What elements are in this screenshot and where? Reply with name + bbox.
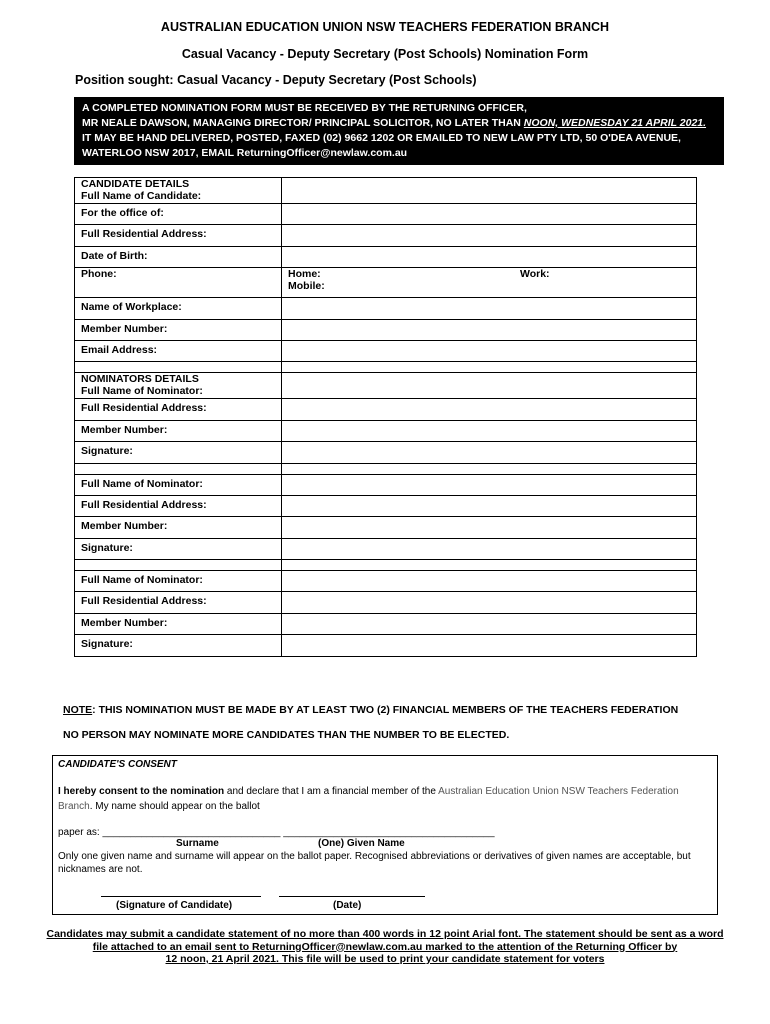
candidate-name-field[interactable] [282, 178, 697, 204]
notice-line-2: MR NEALE DAWSON, MANAGING DIRECTOR/ PRINCIPAL SOLICITOR, NO LATER THAN NOON, WEDNESDAY 21 APRIL 2021. [82, 117, 707, 129]
nominator-1-signature-field[interactable] [282, 442, 697, 463]
nominator-3-name-field[interactable] [282, 571, 697, 592]
nominator-2-signature-field[interactable] [282, 538, 697, 559]
nominator-2-member-field[interactable] [282, 517, 697, 538]
nominators-section-heading: NOMINATORS DETAILS [81, 373, 199, 386]
work-phone-label: Work: [520, 268, 550, 281]
candidate-statement-note: Candidates may submit a candidate statement of no more than 400 words in 12 point Arial font. The statement should be sent as a word file attached to an email sent to ReturningOfficer@newlaw.com.au marked to the attention of the Returning Officer by 12 noon, 21 April 2021. This file will be used to print your candidate statement for voters [46, 928, 724, 965]
nominator-3-member-label: Member Number: [75, 613, 282, 634]
home-phone-label: Home: [288, 268, 321, 281]
nominator-1-name-field[interactable] [282, 373, 697, 399]
given-name-label: (One) Given Name [318, 838, 405, 849]
office-field[interactable] [282, 204, 697, 225]
candidate-signature-label: (Signature of Candidate) [116, 900, 233, 911]
consent-statement: I hereby consent to the nomination and declare that I am a financial member of the Australian Education Union NSW Teachers Federation Branch. My name should appear on the ballot [58, 786, 679, 812]
ballot-name-lines[interactable]: paper as: ________________________________ ______________________________________ [58, 827, 495, 838]
nominator-3-address-field[interactable] [282, 592, 697, 613]
consent-title: CANDIDATE'S CONSENT [58, 759, 177, 770]
notice-deadline: NOON, WEDNESDAY 21 APRIL 2021. [523, 117, 707, 129]
candidate-consent-box [52, 755, 718, 915]
nominator-3-name-label: Full Name of Nominator: [75, 571, 282, 592]
date-line[interactable] [279, 896, 425, 897]
position-label: Position sought: [75, 73, 174, 87]
candidate-name-label: CANDIDATE DETAILS Full Name of Candidate: [75, 178, 282, 204]
ballot-name-instruction: Only one given name and surname will appear on the ballot paper. Recognised abbreviations or derivatives of given names are acceptable, but nicknames are not. [58, 851, 691, 875]
consent-organisation: Australian Education Union NSW Teachers Federation Branch [58, 786, 679, 812]
nominator-1-signature-label: Signature: [75, 442, 282, 463]
position-sought [75, 73, 477, 87]
email-label: Email Address: [75, 340, 282, 361]
notice-line-3: IT MAY BE HAND DELIVERED, POSTED, FAXED (02) 9662 1202 OR EMAILED TO NEW LAW PTY LTD, 50 O'DEA AVENUE, [82, 132, 681, 144]
candidate-member-number-field[interactable] [282, 319, 697, 340]
phone-label: Phone: [75, 268, 282, 298]
email-field[interactable] [282, 340, 697, 361]
nominator-1-address-label: Full Residential Address: [75, 399, 282, 420]
deadline-notice [74, 97, 724, 165]
dob-field[interactable] [282, 246, 697, 267]
nominator-1-name-label: NOMINATORS DETAILS Full Name of Nominator: [75, 373, 282, 399]
notice-line-4: WATERLOO NSW 2017, EMAIL ReturningOfficer@newlaw.com.au [82, 147, 408, 159]
nominator-2-member-label: Member Number: [75, 517, 282, 538]
nominator-3-member-field[interactable] [282, 613, 697, 634]
mobile-phone-label: Mobile: [288, 280, 325, 293]
nominator-3-address-label: Full Residential Address: [75, 592, 282, 613]
surname-label: Surname [176, 838, 219, 849]
nomination-limit-note: NO PERSON MAY NOMINATE MORE CANDIDATES THAN THE NUMBER TO BE ELECTED. [63, 729, 510, 741]
candidate-signature-line[interactable] [101, 896, 261, 897]
nominator-2-signature-label: Signature: [75, 538, 282, 559]
dob-label: Date of Birth: [75, 246, 282, 267]
candidate-section-heading: CANDIDATE DETAILS [81, 178, 190, 190]
note-label: NOTE [63, 704, 93, 716]
nominator-1-address-field[interactable] [282, 399, 697, 420]
nominator-3-signature-label: Signature: [75, 635, 282, 656]
office-label: For the office of: [75, 204, 282, 225]
form-subtitle: Casual Vacancy - Deputy Secretary (Post Schools) Nomination Form [181, 47, 589, 61]
workplace-field[interactable] [282, 298, 697, 319]
date-label: (Date) [333, 900, 362, 911]
candidate-address-label: Full Residential Address: [75, 225, 282, 246]
nominator-1-member-field[interactable] [282, 420, 697, 441]
note-text: : THIS NOMINATION MUST BE MADE BY AT LEAST TWO (2) FINANCIAL MEMBERS OF THE TEACHERS FEDERATION [92, 704, 679, 716]
notice-line-1: A COMPLETED NOMINATION FORM MUST BE RECEIVED BY THE RETURNING OFFICER, [82, 102, 527, 114]
nominator-2-name-label: Full Name of Nominator: [75, 474, 282, 495]
financial-members-note [63, 704, 678, 716]
nominator-2-address-label: Full Residential Address: [75, 495, 282, 516]
candidate-member-number-label: Member Number: [75, 319, 282, 340]
nominator-1-member-label: Member Number: [75, 420, 282, 441]
candidate-address-field[interactable] [282, 225, 697, 246]
position-value: Casual Vacancy - Deputy Secretary (Post Schools) [177, 73, 477, 87]
workplace-label: Name of Workplace: [75, 298, 282, 319]
nominator-2-address-field[interactable] [282, 495, 697, 516]
nomination-table [74, 177, 697, 657]
nominator-3-signature-field[interactable] [282, 635, 697, 656]
nominator-2-name-field[interactable] [282, 474, 697, 495]
phone-field[interactable] [282, 268, 697, 298]
form-title: AUSTRALIAN EDUCATION UNION NSW TEACHERS FEDERATION BRANCH [160, 20, 610, 34]
